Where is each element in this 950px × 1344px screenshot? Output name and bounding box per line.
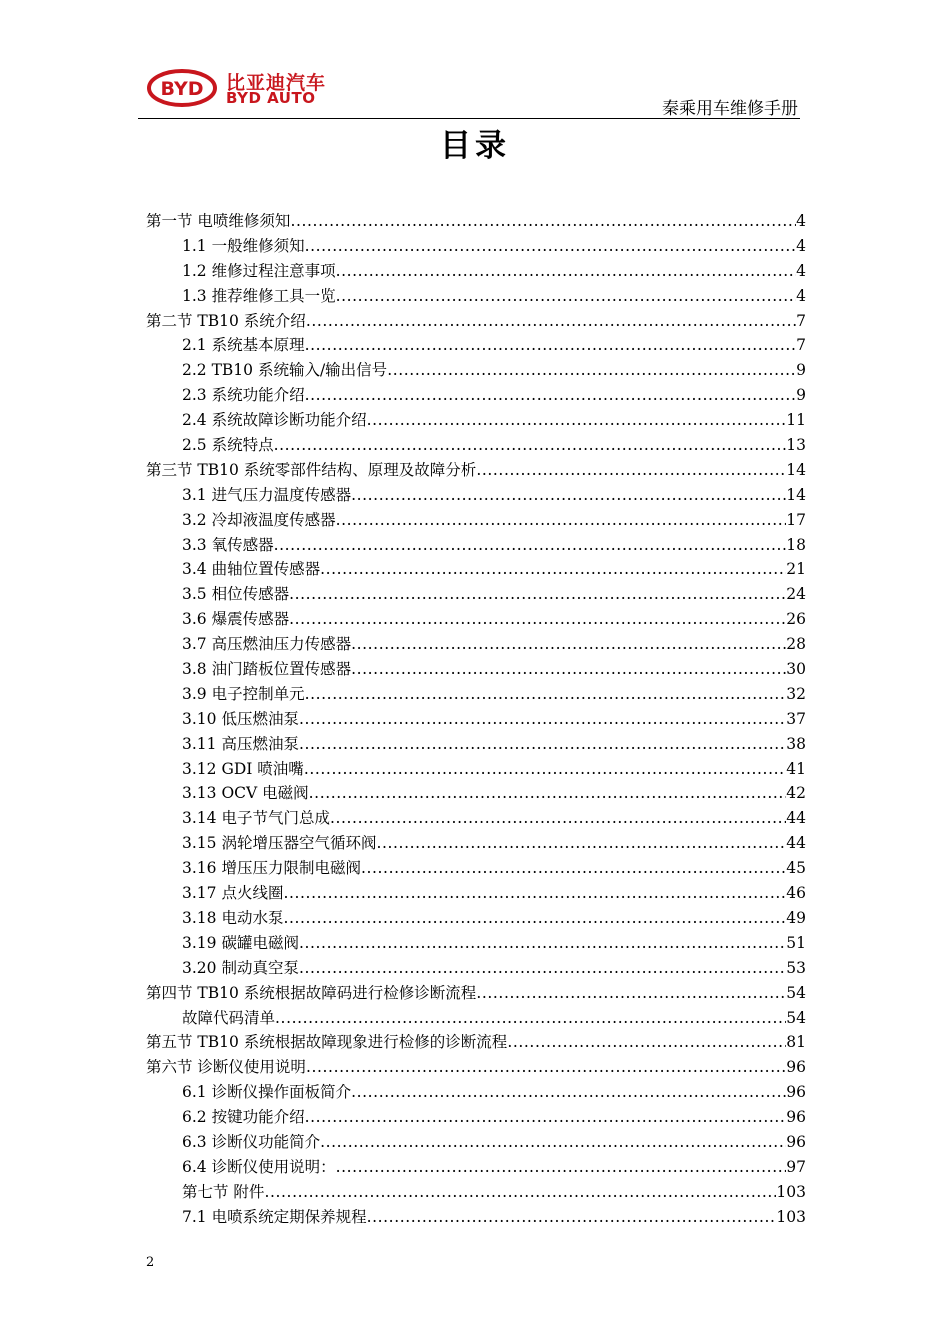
toc-entry[interactable] (146, 732, 806, 757)
toc-entry[interactable] (146, 757, 806, 782)
toc-entry-page: 4 (796, 261, 806, 280)
logo-mark-text: BYD (160, 78, 204, 100)
toc-entry-page: 14 (786, 460, 806, 479)
toc-dot-leader (336, 508, 787, 533)
toc-entry[interactable] (146, 906, 806, 931)
toc-entry-page: 7 (796, 336, 806, 355)
toc-entry-title: 3.20 制动真空泵 (182, 958, 299, 977)
toc-entry[interactable] (146, 383, 806, 408)
toc-dot-leader (476, 458, 786, 483)
toc-entry[interactable] (146, 1006, 806, 1031)
toc-dot-leader (507, 1030, 786, 1055)
toc-entry-title: 3.2 冷却液温度传感器 (182, 510, 336, 529)
toc-entry[interactable] (146, 333, 806, 358)
toc-entry[interactable] (146, 1080, 806, 1105)
toc-entry-page: 42 (786, 784, 806, 803)
byd-oval-logo-icon (146, 68, 218, 108)
toc-dot-leader (351, 483, 786, 508)
toc-entry-page: 4 (796, 212, 806, 230)
toc-entry-title: 3.3 氧传感器 (182, 535, 274, 554)
toc-entry[interactable] (146, 259, 806, 284)
toc-entry[interactable] (146, 881, 806, 906)
toc-entry-title: 第三节 TB10 系统零部件结构、原理及故障分析 (146, 460, 477, 479)
toc-entry-page: 96 (786, 1083, 806, 1102)
toc-entry[interactable] (146, 458, 806, 483)
toc-entry-title: 故障代码清单 (182, 1008, 276, 1027)
toc-entry-page: 103 (776, 1207, 806, 1226)
toc-entry-title: 2.4 系统故障诊断功能介绍 (182, 411, 367, 430)
toc-entry[interactable] (146, 1055, 806, 1080)
toc-entry[interactable] (146, 781, 806, 806)
toc-entry[interactable] (146, 682, 806, 707)
toc-dot-leader (305, 682, 787, 707)
toc-dot-leader (305, 1105, 787, 1130)
toc-entry-title: 3.18 电动水泵 (182, 908, 284, 927)
toc-entry-title: 3.4 曲轴位置传感器 (182, 560, 321, 579)
toc-entry-title: 3.7 高压燃油压力传感器 (182, 635, 352, 654)
toc-entry[interactable] (146, 234, 806, 259)
toc-entry-page: 103 (776, 1182, 806, 1201)
toc-entry-page: 96 (786, 1108, 806, 1127)
toc-entry[interactable] (146, 1030, 806, 1055)
toc-entry-page: 81 (786, 1033, 806, 1052)
toc-entry-page: 21 (786, 560, 806, 579)
page-number: 2 (146, 1255, 155, 1270)
toc-entry-title: 第五节 TB10 系统根据故障现象进行检修的诊断流程 (146, 1033, 508, 1052)
toc-entry-page: 32 (786, 684, 806, 703)
toc-entry[interactable] (146, 358, 806, 383)
toc-entry-page: 54 (786, 983, 806, 1002)
toc-entry-title: 6.1 诊断仪操作面板简介 (182, 1083, 352, 1102)
toc-dot-leader (330, 806, 786, 831)
toc-entry[interactable] (146, 1105, 806, 1130)
toc-entry-page: 9 (796, 361, 806, 380)
toc-dot-leader (299, 956, 786, 981)
toc-dot-leader (309, 781, 787, 806)
toc-entry-page: 9 (796, 386, 806, 405)
toc-entry-title: 第一节 电喷维修须知 (146, 212, 291, 230)
toc-entry-title: 3.8 油门踏板位置传感器 (182, 660, 352, 679)
toc-entry[interactable] (146, 508, 806, 533)
toc-entry-page: 49 (786, 908, 806, 927)
toc-entry-title: 3.15 涡轮增压器空气循环阀 (182, 834, 377, 853)
toc-entry-title: 6.2 按键功能介绍 (182, 1108, 305, 1127)
toc-entry-page: 45 (786, 859, 806, 878)
toc-entry[interactable] (146, 209, 806, 234)
toc-entry[interactable] (146, 582, 806, 607)
toc-dot-leader (289, 582, 786, 607)
toc-entry[interactable] (146, 1130, 806, 1155)
toc-entry-page: 38 (786, 734, 806, 753)
toc-entry-page: 18 (786, 535, 806, 554)
toc-entry-title: 3.9 电子控制单元 (182, 684, 305, 703)
toc-entry-page: 51 (786, 933, 806, 952)
toc-entry[interactable] (146, 856, 806, 881)
toc-entry[interactable] (146, 433, 806, 458)
toc-entry[interactable] (146, 607, 806, 632)
toc-entry[interactable] (146, 632, 806, 657)
toc-dot-leader (274, 533, 787, 558)
header-divider (138, 118, 800, 119)
toc-entry-page: 96 (786, 1058, 806, 1077)
toc-entry-page: 28 (786, 635, 806, 654)
toc-entry-page: 17 (786, 510, 806, 529)
toc-dot-leader (320, 1130, 786, 1155)
toc-entry[interactable] (146, 956, 806, 981)
manual-title: 秦乘用车维修手册 (662, 99, 798, 119)
toc-entry[interactable] (146, 284, 806, 309)
toc-entry[interactable] (146, 1180, 806, 1205)
toc-entry-page: 30 (786, 660, 806, 679)
toc-entry-title: 3.17 点火线圈 (182, 884, 284, 903)
toc-entry[interactable] (146, 981, 806, 1006)
toc-entry-page: 44 (786, 834, 806, 853)
toc-entry[interactable] (146, 408, 806, 433)
byd-logo (146, 68, 346, 110)
toc-entry-title: 1.1 一般维修须知 (182, 236, 305, 255)
toc-entry-page: 24 (786, 585, 806, 604)
toc-dot-leader (274, 433, 787, 458)
toc-dot-leader (299, 931, 786, 956)
toc-entry[interactable] (146, 309, 806, 334)
toc-entry-page: 44 (786, 809, 806, 828)
toc-entry-title: 2.2 TB10 系统输入/输出信号 (182, 361, 388, 380)
toc-entry-page: 7 (796, 311, 806, 330)
toc-entry[interactable] (146, 1205, 806, 1230)
toc-dot-leader (376, 831, 786, 856)
toc-dot-leader (264, 1180, 776, 1205)
toc-entry-title: 第四节 TB10 系统根据故障码进行检修诊断流程 (146, 983, 477, 1002)
toc-entry-title: 2.3 系统功能介绍 (182, 386, 305, 405)
toc-entry-title: 3.11 高压燃油泵 (182, 734, 299, 753)
toc-entry-title: 6.4 诊断仪使用说明： (182, 1157, 336, 1176)
toc-entry-page: 11 (786, 411, 806, 430)
toc-entry-page: 13 (786, 436, 806, 455)
toc-heading: 目录 (440, 128, 510, 164)
toc-dot-leader (305, 383, 797, 408)
toc-entry-title: 3.19 碳罐电磁阀 (182, 933, 299, 952)
toc-entry[interactable] (146, 931, 806, 956)
toc-entry-page: 46 (786, 884, 806, 903)
toc-dot-leader (299, 732, 786, 757)
toc-entry-title: 2.1 系统基本原理 (182, 336, 305, 355)
toc-dot-leader (283, 881, 786, 906)
toc-entry-page: 37 (786, 709, 806, 728)
toc-dot-leader (336, 259, 797, 284)
toc-entry[interactable] (146, 657, 806, 682)
toc-dot-leader (320, 557, 786, 582)
brand-name-cn: 比亚迪汽车 (226, 72, 327, 94)
toc-entry-title: 3.1 进气压力温度传感器 (182, 485, 352, 504)
toc-entry-title: 3.14 电子节气门总成 (182, 809, 330, 828)
toc-entry-page: 14 (786, 485, 806, 504)
toc-entry-title: 7.1 电喷系统定期保养规程 (182, 1207, 367, 1226)
toc-dot-leader (305, 333, 797, 358)
toc-dot-leader (289, 607, 786, 632)
toc-entry-title: 第七节 附件 (182, 1182, 265, 1201)
toc-dot-leader (351, 1080, 786, 1105)
toc-entry-page: 41 (786, 759, 806, 778)
toc-dot-leader (361, 856, 786, 881)
toc-entry-title: 第六节 诊断仪使用说明 (146, 1058, 306, 1077)
toc-entry-title: 1.2 维修过程注意事项 (182, 261, 336, 280)
toc-entry-page: 97 (786, 1157, 806, 1176)
toc-dot-leader (476, 981, 786, 1006)
toc-dot-leader (305, 234, 797, 259)
toc-dot-leader (275, 1006, 786, 1031)
toc-entry-title: 6.3 诊断仪功能简介 (182, 1132, 321, 1151)
toc-dot-leader (304, 757, 786, 782)
toc-dot-leader (283, 906, 786, 931)
toc-entry[interactable] (146, 557, 806, 582)
toc-entry-page: 4 (796, 286, 806, 305)
toc-entry-page: 54 (786, 1008, 806, 1027)
toc-entry[interactable] (146, 707, 806, 732)
toc-entry-title: 3.5 相位传感器 (182, 585, 290, 604)
toc-entry[interactable] (146, 1155, 806, 1180)
toc-entry-page: 96 (786, 1132, 806, 1151)
toc-dot-leader (336, 1155, 787, 1180)
toc-entry-title: 3.6 爆震传感器 (182, 610, 290, 629)
table-of-contents (146, 209, 806, 1230)
toc-entry-title: 第二节 TB10 系统介绍 (146, 311, 306, 330)
toc-entry-title: 3.12 GDI 喷油嘴 (182, 759, 304, 778)
toc-dot-leader (387, 358, 796, 383)
toc-dot-leader (290, 209, 796, 234)
toc-entry[interactable] (146, 831, 806, 856)
toc-entry-title: 3.10 低压燃油泵 (182, 709, 299, 728)
toc-dot-leader (351, 632, 786, 657)
toc-entry-page: 53 (786, 958, 806, 977)
toc-entry-page: 4 (796, 236, 806, 255)
toc-dot-leader (336, 284, 797, 309)
toc-dot-leader (306, 1055, 786, 1080)
toc-dot-leader (299, 707, 786, 732)
toc-entry[interactable] (146, 483, 806, 508)
toc-entry[interactable] (146, 806, 806, 831)
toc-entry-title: 3.13 OCV 电磁阀 (182, 784, 309, 803)
toc-entry-page: 26 (786, 610, 806, 629)
toc-dot-leader (367, 1205, 777, 1230)
toc-entry[interactable] (146, 533, 806, 558)
brand-name-en: BYD AUTO (226, 89, 316, 107)
toc-dot-leader (306, 309, 796, 334)
toc-dot-leader (351, 657, 786, 682)
toc-entry-title: 3.16 增压压力限制电磁阀 (182, 859, 361, 878)
toc-dot-leader (367, 408, 787, 433)
toc-entry-title: 1.3 推荐维修工具一览 (182, 286, 336, 305)
toc-entry-title: 2.5 系统特点 (182, 436, 274, 455)
